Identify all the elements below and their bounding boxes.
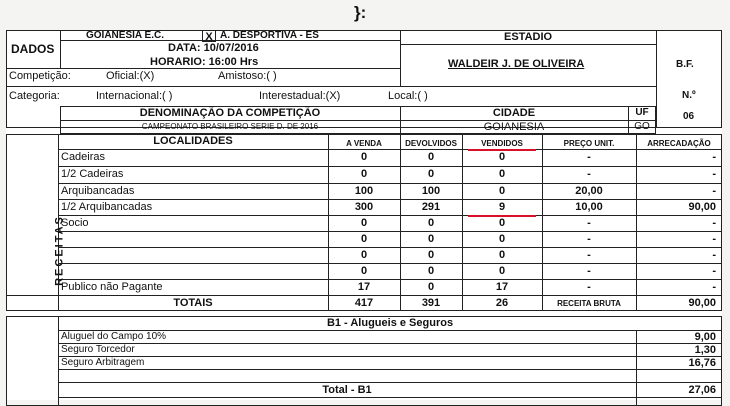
row-preco: 20,00 <box>575 185 603 197</box>
row-preco: - <box>587 217 591 229</box>
row-name: 1/2 Cadeiras <box>61 168 124 180</box>
bf-label: B.F. <box>676 59 694 70</box>
local-option: Local:( ) <box>388 90 428 102</box>
row-devolvidos: 0 <box>427 217 435 229</box>
row-a-venda: 0 <box>360 233 368 245</box>
row-arrecadacao: - <box>712 281 716 293</box>
estadio-name: WALDEIR J. DE OLIVEIRA <box>448 58 585 70</box>
b1-row-name: Seguro Arbitragem <box>61 357 145 368</box>
row-preco: - <box>587 233 591 245</box>
row-preco: - <box>587 265 591 277</box>
totais-label: TOTAIS <box>173 297 213 309</box>
row-name: Cadeiras <box>61 151 106 163</box>
b1-total-label: Total - B1 <box>322 384 372 396</box>
row-devolvidos: 0 <box>427 265 435 277</box>
receitas-side-label: RECEITAS <box>53 215 66 286</box>
row-a-venda: 0 <box>360 217 368 229</box>
row-preco: - <box>587 168 591 180</box>
row-devolvidos: 100 <box>421 185 441 197</box>
totais-vendidos: 26 <box>495 297 509 309</box>
col-vendidos: VENDIDOS <box>481 139 523 148</box>
oficial-option: Oficial:(X) <box>106 70 155 82</box>
receita-bruta-label: RECEITA BRUTA <box>557 299 621 308</box>
row-arrecadacao: - <box>712 151 716 163</box>
col-arrecadacao: ARRECADAÇÃO <box>647 139 711 148</box>
row-devolvidos: 0 <box>427 151 435 163</box>
row-preco: 10,00 <box>575 201 603 213</box>
no-value: 06 <box>683 111 695 122</box>
uf-value: GO <box>634 121 650 132</box>
home-team: GOIANESIA E.C. <box>86 30 164 41</box>
b1-row-value: 1,30 <box>694 344 716 356</box>
b1-row-value: 9,00 <box>694 331 716 343</box>
row-a-venda: 0 <box>360 249 368 261</box>
row-arrecadacao: 90,00 <box>688 201 716 213</box>
row-vendidos: 9 <box>498 201 506 213</box>
row-arrecadacao: - <box>712 185 716 197</box>
match-date: DATA: 10/07/2016 <box>168 42 259 54</box>
row-a-venda: 0 <box>360 168 368 180</box>
row-vendidos: 0 <box>498 265 506 277</box>
row-arrecadacao: - <box>712 249 716 261</box>
totais-a-venda: 417 <box>354 297 374 309</box>
row-vendidos: 0 <box>498 185 506 197</box>
row-devolvidos: 291 <box>421 201 441 213</box>
row-arrecadacao: - <box>712 168 716 180</box>
interestadual-option: Interestadual:(X) <box>259 90 341 102</box>
row-preco: - <box>587 151 591 163</box>
col-a-venda: A VENDA <box>346 139 382 148</box>
row-a-venda: 100 <box>354 185 374 197</box>
categoria-label: Categoria: <box>9 90 60 102</box>
row-name: 1/2 Arquibancadas <box>61 201 153 213</box>
totais-arrecadacao: 90,00 <box>688 297 716 309</box>
row-name: Socio <box>61 217 89 229</box>
row-devolvidos: 0 <box>427 233 435 245</box>
row-vendidos: 0 <box>498 168 506 180</box>
away-team: A. DESPORTIVA - ES <box>220 30 319 41</box>
b1-row-value: 16,76 <box>688 357 716 369</box>
internacional-option: Internacional:( ) <box>96 90 173 102</box>
b1-row-name: Seguro Torcedor <box>61 344 135 355</box>
row-devolvidos: 0 <box>427 249 435 261</box>
row-name: Arquibancadas <box>61 185 135 197</box>
no-label: N.º <box>682 90 696 101</box>
amistoso-option: Amistoso:( ) <box>218 70 277 82</box>
row-a-venda: 17 <box>357 281 371 293</box>
b1-title: B1 - Alugueis e Seguros <box>326 317 454 329</box>
row-a-venda: 0 <box>360 151 368 163</box>
dados-label: DADOS <box>11 42 55 56</box>
row-a-venda: 0 <box>360 265 368 277</box>
x-mark: X <box>202 30 216 42</box>
b1-total-value: 27,06 <box>688 384 716 396</box>
cidade-value: GOIANESIA <box>483 121 545 133</box>
row-vendidos: 0 <box>498 249 506 261</box>
top-mark: }: <box>354 3 367 22</box>
col-localidades: LOCALIDADES <box>153 135 233 147</box>
row-vendidos: 0 <box>498 217 506 229</box>
row-devolvidos: 0 <box>427 168 435 180</box>
row-a-venda: 300 <box>354 201 374 213</box>
competicao-label: Competição: <box>9 70 71 82</box>
competition-name: CAMPEONATO BRASILEIRO SERIE D. DE 2016 <box>141 122 319 131</box>
totais-devolvidos: 391 <box>421 297 441 309</box>
borderô-sheet <box>6 30 722 400</box>
estadio-label: ESTADIO <box>504 31 553 43</box>
match-time: HORARIO: 16:00 Hrs <box>150 56 259 68</box>
row-arrecadacao: - <box>712 233 716 245</box>
row-vendidos: 0 <box>498 151 506 163</box>
denominacao-label: DENOMINAÇÃO DA COMPETIÇÃO <box>139 107 321 119</box>
cidade-label: CIDADE <box>492 107 536 119</box>
col-preco-unit: PREÇO UNIT. <box>563 139 615 148</box>
row-vendidos: 0 <box>498 233 506 245</box>
row-name: Publico não Pagante <box>61 281 163 293</box>
col-devolvidos: DEVOLVIDOS <box>405 139 457 148</box>
b1-row-name: Aluguel do Campo 10% <box>61 331 167 342</box>
row-devolvidos: 0 <box>427 281 435 293</box>
row-arrecadacao: - <box>712 217 716 229</box>
row-vendidos: 17 <box>495 281 509 293</box>
uf-label: UF <box>635 107 649 118</box>
row-preco: - <box>587 249 591 261</box>
row-arrecadacao: - <box>712 265 716 277</box>
row-preco: - <box>587 281 591 293</box>
